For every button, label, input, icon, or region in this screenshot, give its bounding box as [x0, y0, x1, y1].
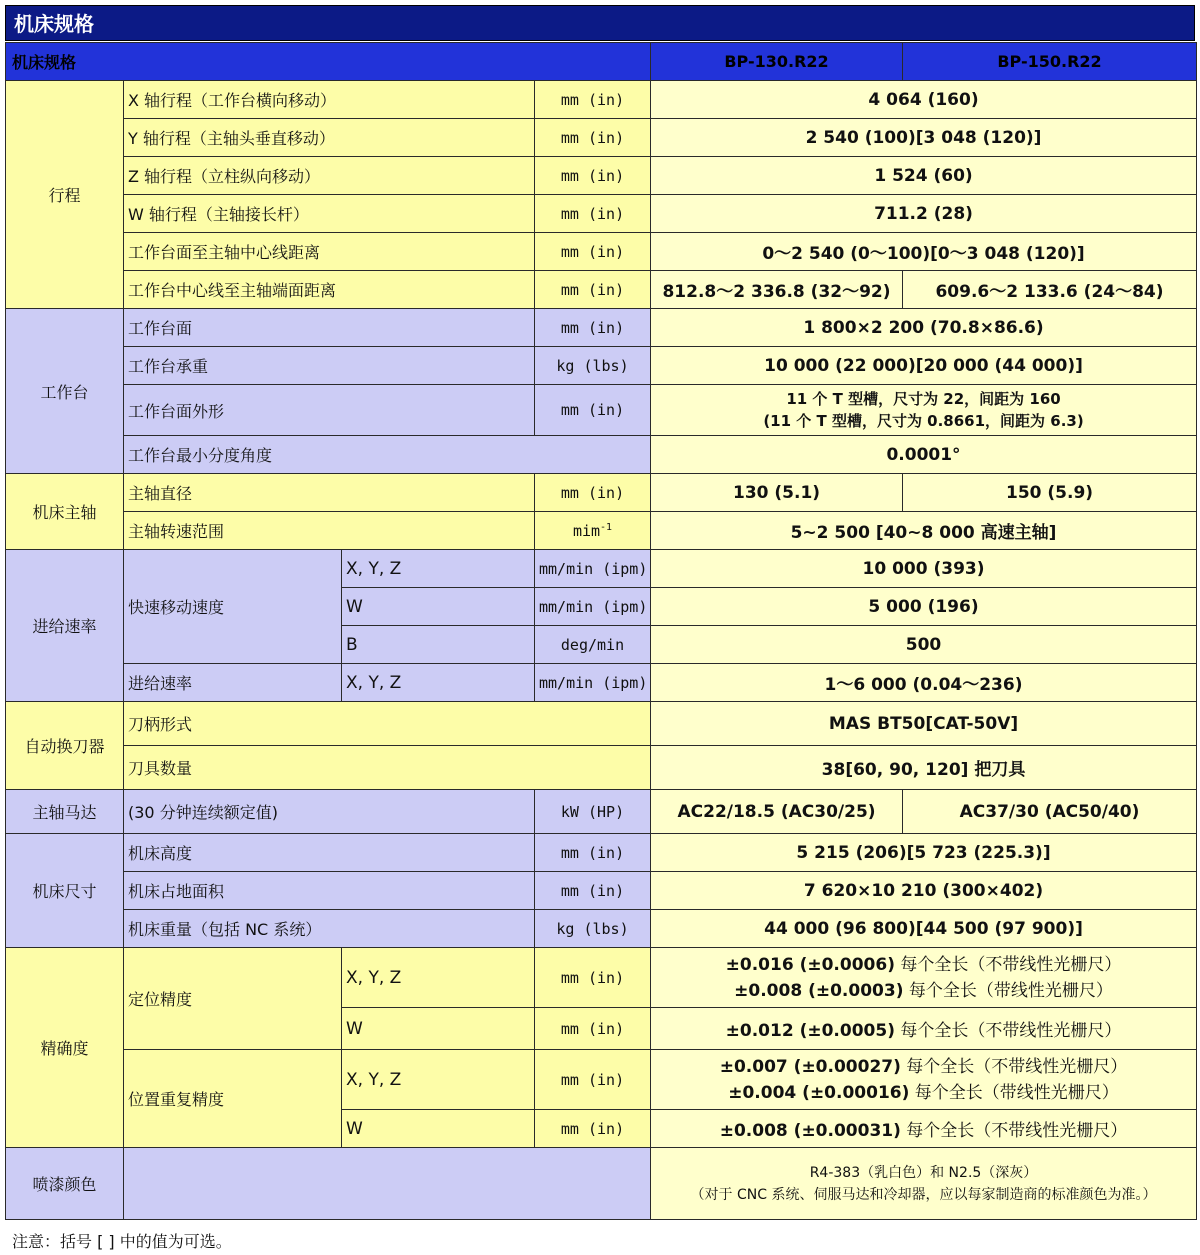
item-label: 工作台中心线至主轴端面距离 [124, 271, 535, 309]
unit-exponent: -1 [600, 521, 613, 533]
value-cell: 7 620×10 210 (300×402) [651, 872, 1197, 910]
table-row [6, 1050, 1197, 1110]
category-dimensions: 机床尺寸 [6, 834, 124, 948]
category-feed: 进给速率 [6, 550, 124, 702]
table-row [6, 790, 1197, 834]
item-label: W 轴行程（主轴接长杆） [124, 195, 535, 233]
value-note: 每个全长（不带线性光栅尺） [900, 1121, 1128, 1141]
value-number: ±0.016 (±0.0006) [725, 954, 895, 975]
value-cell-model1: AC22/18.5 (AC30/25) [651, 790, 903, 834]
axis-label: W [342, 1110, 535, 1148]
unit-label: mm (in) [535, 271, 651, 309]
axis-label: B [342, 626, 535, 664]
table-row [6, 436, 1197, 474]
value-cell [651, 1148, 1197, 1220]
table-row [6, 271, 1197, 309]
value-number: ±0.004 (±0.00016) [728, 1082, 910, 1103]
value-cell [651, 1110, 1197, 1148]
value-cell: 5 215 (206)[5 723 (225.3)] [651, 834, 1197, 872]
model-bp150: BP-150.R22 [903, 43, 1197, 81]
value-cell: 5~2 500 [40~8 000 高速主轴] [651, 512, 1197, 550]
unit-label: kW (HP) [535, 790, 651, 834]
value-cell: 10 000 (393) [651, 550, 1197, 588]
item-label: Z 轴行程（立柱纵向移动） [124, 157, 535, 195]
table-row [6, 512, 1197, 550]
value-cell: 500 [651, 626, 1197, 664]
unit-label: mm (in) [535, 474, 651, 512]
item-label: 刀具数量 [124, 746, 651, 790]
value-cell: 5 000 (196) [651, 588, 1197, 626]
empty-cell [124, 1148, 651, 1220]
axis-label: X, Y, Z [342, 664, 535, 702]
unit-label: mm (in) [535, 309, 651, 347]
value-cell [651, 1008, 1197, 1050]
value-cell-model1: 812.8～2 336.8 (32～92) [651, 271, 903, 309]
value-cell: 2 540 (100)[3 048 (120)] [651, 119, 1197, 157]
unit-label: mm (in) [535, 1050, 651, 1110]
item-label: 工作台面外形 [124, 385, 535, 436]
value-line: (11 个 T 型槽，尺寸为 0.8661，间距为 6.3) [763, 412, 1084, 430]
table-row [6, 119, 1197, 157]
value-number: ±0.008 (±0.0003) [734, 980, 904, 1001]
table-row [6, 233, 1197, 271]
table-row [6, 948, 1197, 1008]
value-cell-model2: AC37/30 (AC50/40) [903, 790, 1197, 834]
value-line: 11 个 T 型槽，尺寸为 22，间距为 160 [786, 390, 1061, 408]
unit-label: deg/min [535, 626, 651, 664]
table-row [6, 664, 1197, 702]
model-bp130: BP-130.R22 [651, 43, 903, 81]
unit-label: mm (in) [535, 1110, 651, 1148]
page-title: 机床规格 [5, 5, 1195, 41]
table-row [6, 550, 1197, 588]
table-row [6, 1148, 1197, 1220]
unit-label: mm/min (ipm) [535, 588, 651, 626]
table-row [6, 309, 1197, 347]
unit-text: mim [572, 521, 601, 540]
axis-label: X, Y, Z [342, 948, 535, 1008]
category-paint: 喷漆颜色 [6, 1148, 124, 1220]
value-cell [651, 1050, 1197, 1110]
value-note: 每个全长（不带线性光栅尺） [894, 1021, 1122, 1041]
value-cell-model1: 130 (5.1) [651, 474, 903, 512]
item-label: 快速移动速度 [124, 550, 342, 664]
value-cell: MAS BT50[CAT-50V] [651, 702, 1197, 746]
category-accuracy: 精确度 [6, 948, 124, 1148]
axis-label: W [342, 588, 535, 626]
table-row [6, 157, 1197, 195]
value-note: 每个全长（不带线性光栅尺） [894, 954, 1122, 975]
category-atc: 自动换刀器 [6, 702, 124, 790]
item-label: 工作台最小分度角度 [124, 436, 651, 474]
unit-label: kg (lbs) [535, 910, 651, 948]
axis-label: X, Y, Z [342, 1050, 535, 1110]
value-cell [651, 385, 1197, 436]
item-label: 机床重量（包括 NC 系统） [124, 910, 535, 948]
table-row [6, 702, 1197, 746]
value-line [655, 978, 1192, 1004]
value-cell: 4 064 (160) [651, 81, 1197, 119]
unit-label: mm/min (ipm) [535, 664, 651, 702]
table-row [6, 347, 1197, 385]
table-row [6, 746, 1197, 790]
table-row [6, 81, 1197, 119]
unit-label: mm (in) [535, 1008, 651, 1050]
item-label: 机床高度 [124, 834, 535, 872]
item-label: 工作台面至主轴中心线距离 [124, 233, 535, 271]
value-line: （对于 CNC 系统、伺服马达和冷却器，应以每家制造商的标准颜色为准。） [690, 1186, 1157, 1203]
value-note: 每个全长（带线性光栅尺） [909, 1082, 1119, 1103]
value-number: ±0.012 (±0.0005) [725, 1021, 895, 1041]
value-cell: 1 524 (60) [651, 157, 1197, 195]
value-cell: 0～2 540 (0～100)[0～3 048 (120)] [651, 233, 1197, 271]
unit-label: mm/min (ipm) [535, 550, 651, 588]
unit-label: mm (in) [535, 834, 651, 872]
table-row [6, 385, 1197, 436]
table-row [6, 195, 1197, 233]
value-line: R4-383（乳白色）和 N2.5（深灰） [809, 1164, 1038, 1181]
axis-label: X, Y, Z [342, 550, 535, 588]
unit-label: mm (in) [535, 948, 651, 1008]
category-spindle: 机床主轴 [6, 474, 124, 550]
unit-label: mm (in) [535, 385, 651, 436]
value-cell: 10 000 (22 000)[20 000 (44 000)] [651, 347, 1197, 385]
unit-label [535, 512, 651, 550]
unit-label: mm (in) [535, 119, 651, 157]
item-label: X 轴行程（工作台横向移动） [124, 81, 535, 119]
value-cell: 38[60, 90, 120] 把刀具 [651, 746, 1197, 790]
table-header-label: 机床规格 [6, 43, 651, 81]
value-cell: 1 800×2 200 (70.8×86.6) [651, 309, 1197, 347]
table-row [6, 474, 1197, 512]
item-label: 工作台面 [124, 309, 535, 347]
category-travel: 行程 [6, 81, 124, 309]
value-note: 每个全长（不带线性光栅尺） [900, 1056, 1128, 1077]
table-row [6, 910, 1197, 948]
value-line [655, 1054, 1192, 1080]
item-label: 进给速率 [124, 664, 342, 702]
table-row [6, 872, 1197, 910]
unit-label: kg (lbs) [535, 347, 651, 385]
item-label: 位置重复精度 [124, 1050, 342, 1148]
value-cell: 711.2 (28) [651, 195, 1197, 233]
item-label: Y 轴行程（主轴头垂直移动） [124, 119, 535, 157]
unit-label: mm (in) [535, 872, 651, 910]
unit-label: mm (in) [535, 233, 651, 271]
value-cell-model2: 609.6～2 133.6 (24～84) [903, 271, 1197, 309]
unit-label: mm (in) [535, 157, 651, 195]
item-label: 主轴直径 [124, 474, 535, 512]
unit-label: mm (in) [535, 81, 651, 119]
value-cell [651, 948, 1197, 1008]
item-label: 机床占地面积 [124, 872, 535, 910]
value-cell: 0.0001° [651, 436, 1197, 474]
value-number: ±0.008 (±0.00031) [719, 1121, 901, 1141]
table-row [6, 834, 1197, 872]
footnote: 注意：括号 [ ] 中的值为可选。 [12, 1232, 232, 1251]
value-note: 每个全长（带线性光栅尺） [903, 980, 1113, 1001]
value-line [655, 1080, 1192, 1106]
category-motor: 主轴马达 [6, 790, 124, 834]
item-label: 主轴转速范围 [124, 512, 535, 550]
unit-label: mm (in) [535, 195, 651, 233]
item-label: (30 分钟连续额定值) [124, 790, 535, 834]
table-header-row [6, 43, 1197, 81]
value-line [655, 952, 1192, 978]
item-label: 刀柄形式 [124, 702, 651, 746]
axis-label: W [342, 1008, 535, 1050]
value-cell-model2: 150 (5.9) [903, 474, 1197, 512]
value-cell: 1～6 000 (0.04～236) [651, 664, 1197, 702]
spec-table [5, 42, 1197, 1220]
item-label: 定位精度 [124, 948, 342, 1050]
value-cell: 44 000 (96 800)[44 500 (97 900)] [651, 910, 1197, 948]
item-label: 工作台承重 [124, 347, 535, 385]
value-number: ±0.007 (±0.00027) [719, 1056, 901, 1077]
category-worktable: 工作台 [6, 309, 124, 474]
